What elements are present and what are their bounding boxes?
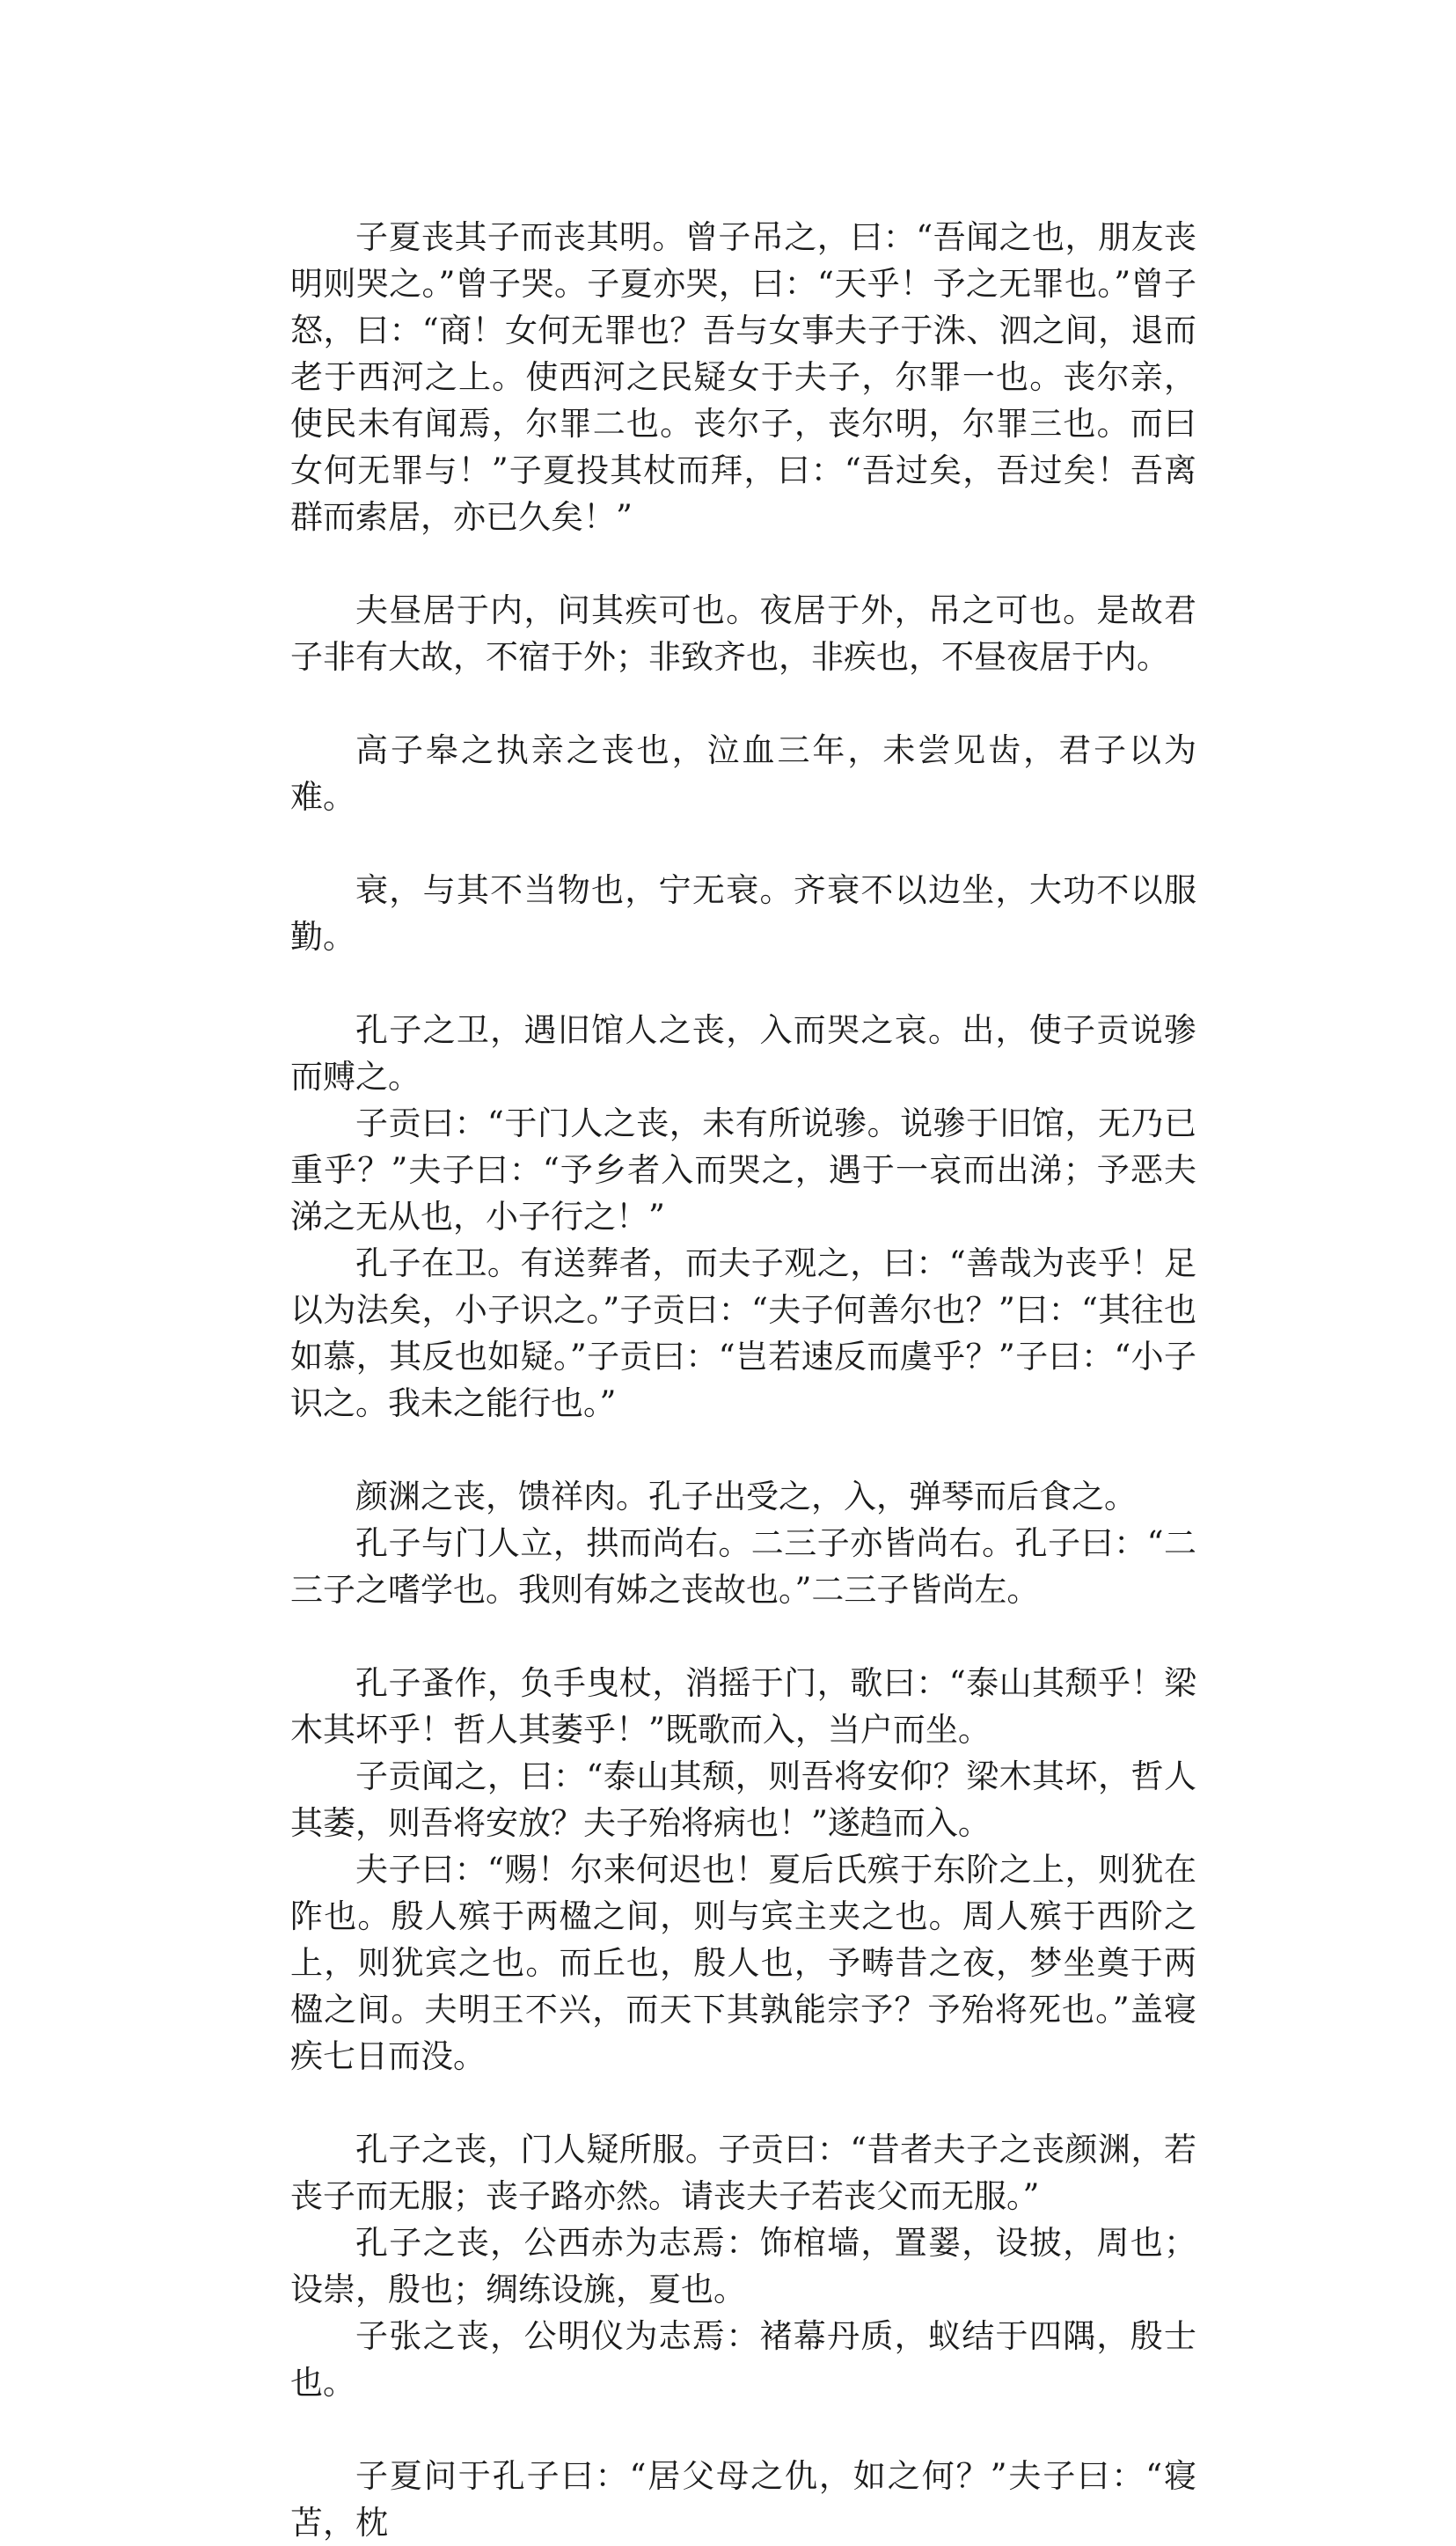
paragraph: 孔子之丧，公西赤为志焉：饰棺墙，置翣，设披，周也；设崇，殷也；绸练设旐，夏也。: [290, 2224, 1196, 2308]
paragraph: 子贡曰：“于门人之丧，未有所说骖。说骖于旧馆，无乃已重乎？”夫子曰：“予乡者入而哭之，遇于一哀而出涕；予恶夫涕之无从也，小子行之！”: [290, 1104, 1196, 1236]
paragraph: 衰，与其不当物也，宁无衰。齐衰不以边坐，大功不以服勤。: [290, 871, 1196, 956]
paragraph: 孔子蚤作，负手曳杖，消摇于门，歌曰：“泰山其颓乎！梁木其坏乎！哲人其萎乎！”既歌而入，当户而坐。: [290, 1664, 1196, 1749]
paragraph: 夫子曰：“赐！尔来何迟也！夏后氏殡于东阶之上，则犹在阼也。殷人殡于两楹之间，则与宾主夹之也。周人殡于西阶之上，则犹宾之也。而丘也，殷人也，予畴昔之夜，梦坐奠于两楹之间。夫明王不兴，而天下其孰能宗予？予殆将死也。”盖寝疾七日而没。: [290, 1851, 1196, 2075]
text-body: [290, 214, 1196, 2546]
paragraph: 子夏丧其子而丧其明。曾子吊之，曰：“吾闻之也，朋友丧明则哭之。”曾子哭。子夏亦哭，曰：“天乎！予之无罪也。”曾子怒，曰：“商！女何无罪也？吾与女事夫子于洙、泗之间，退而老于西河之上。使西河之民疑女于夫子，尔罪一也。丧尔亲，使民未有闻焉，尔罪二也。丧尔子，丧尔明，尔罪三也。而曰女何无罪与！”子夏投其杖而拜，曰：“吾过矣，吾过矣！吾离群而索居，亦已久矣！”: [290, 218, 1196, 536]
paragraph: 子贡闻之，曰：“泰山其颓，则吾将安仰？梁木其坏，哲人其萎，则吾将安放？夫子殆将病也！”遂趋而入。: [290, 1757, 1196, 1842]
paragraph: 颜渊之丧，馈祥肉。孔子出受之，入，弹琴而后食之。: [355, 1478, 1137, 1515]
paragraph: 子夏问于孔子曰：“居父母之仇，如之何？”夫子曰：“寝苫，枕: [290, 2457, 1196, 2542]
paragraph: 高子皋之执亲之丧也，泣血三年，未尝见齿，君子以为难。: [290, 731, 1196, 816]
paragraph: 孔子与门人立，拱而尚右。二三子亦皆尚右。孔子曰：“二三子之嗜学也。我则有姊之丧故也。”二三子皆尚左。: [290, 1524, 1196, 1609]
paragraph: 孔子之丧，门人疑所服。子贡曰：“昔者夫子之丧颜渊，若丧子而无服；丧子路亦然。请丧夫子若丧父而无服。”: [290, 2131, 1196, 2215]
paragraph: 夫昼居于内，问其疾可也。夜居于外，吊之可也。是故君子非有大故，不宿于外；非致齐也，非疾也，不昼夜居于内。: [290, 591, 1196, 676]
paragraph: 孔子之卫，遇旧馆人之丧，入而哭之哀。出，使子贡说骖而赙之。: [290, 1011, 1196, 1096]
paragraph: 子张之丧，公明仪为志焉：褚幕丹质，蚁结于四隅，殷士也。: [290, 2317, 1196, 2402]
paragraph: 孔子在卫。有送葬者，而夫子观之，曰：“善哉为丧乎！足以为法矣，小子识之。”子贡曰：“夫子何善尔也？”曰：“其往也如慕，其反也如疑。”子贡曰：“岂若速反而虞乎？”子曰：“小子识之。我未之能行也。”: [290, 1244, 1196, 1422]
